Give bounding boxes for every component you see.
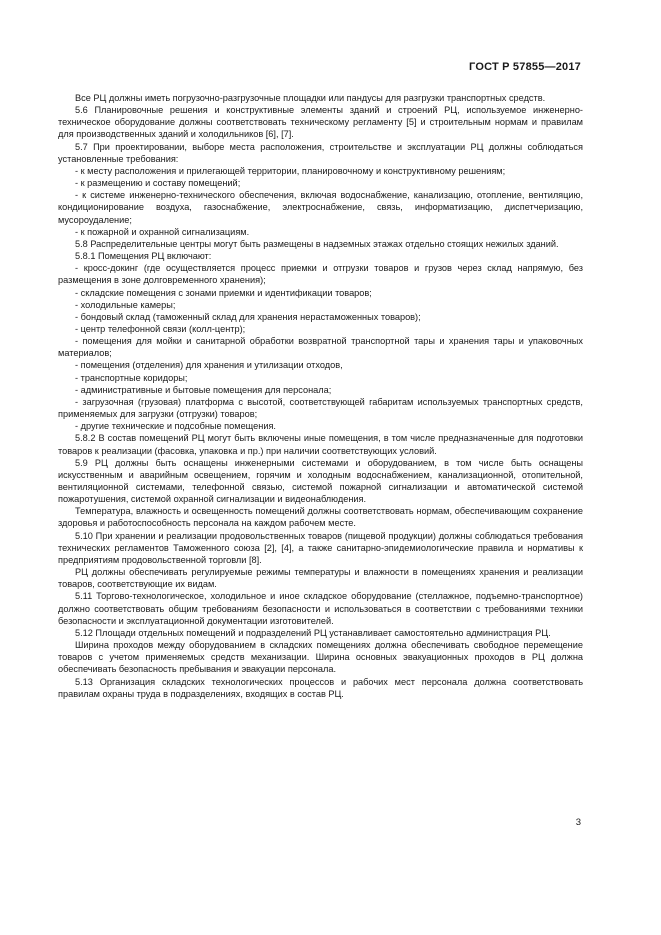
- paragraph: 5.8 Распределительные центры могут быть размещены в надземных этажах отдельно стоящих нежилых зданий.: [75, 238, 559, 249]
- paragraph: РЦ должны обеспечивать регулируемые режимы температуры и влажности в помещениях хранения и реализации товаров, соответствующие их видам.: [58, 567, 583, 590]
- list-item: - другие технические и подсобные помещения.: [75, 421, 276, 432]
- list-item: - холодильные камеры;: [75, 299, 176, 310]
- paragraph: 5.12 Площади отдельных помещений и подразделений РЦ устанавливает самостоятельно администрация РЦ.: [75, 627, 551, 638]
- list-item: - транспортные коридоры;: [75, 372, 188, 383]
- paragraph: 5.8.1 Помещения РЦ включают:: [75, 251, 212, 262]
- list-item: - бондовый склад (таможенный склад для хранения нерастаможенных товаров);: [75, 311, 421, 322]
- list-item: - центр телефонной связи (колл-центр);: [75, 323, 246, 334]
- list-item: - к размещению и составу помещений;: [75, 178, 241, 189]
- list-item: - складские помещения с зонами приемки и идентификации товаров;: [75, 287, 372, 298]
- list-item: - кросс-докинг (где осуществляется процесс приемки и отгрузки товаров и грузов через склад напрямую, без размещения в зоне долговременного хранения);: [58, 263, 583, 286]
- document-body: [58, 92, 583, 700]
- paragraph: 5.10 При хранении и реализации продовольственных товаров (пищевой продукции) должны соблюдаться требования технических регламентов Таможенного союза [2], [4], а также санитарно-эпидемиологические правила и нормативы к предприятиям продовольственной торговли [8].: [58, 530, 583, 565]
- paragraph: 5.11 Торгово-технологическое, холодильное и иное складское оборудование (стеллажное, подъемно-транспортное) должно соответствовать общим требованиям безопасности и использоваться в соответствии с требованиями техники безопасности и эксплуатационной документации изготовителей.: [58, 591, 583, 626]
- list-item: - к пожарной и охранной сигнализациям.: [75, 226, 250, 237]
- list-item: - административные и бытовые помещения для персонала;: [75, 384, 332, 395]
- paragraph: Ширина проходов между оборудованием в складских помещениях должна обеспечивать свободное перемещение товаров с учетом применяемых средств механизации. Ширина основных эвакуационных проходов в РЦ должна обеспечивать безопасность пребывания и эвакуации персонала.: [58, 640, 583, 675]
- list-item: - помещения (отделения) для хранения и утилизации отходов,: [75, 360, 343, 371]
- list-item: - помещения для мойки и санитарной обработки возвратной транспортной тары и хранения тары и упаковочных материалов;: [58, 336, 583, 359]
- list-item: - к системе инженерно-технического обеспечения, включая водоснабжение, канализацию, отопление, вентиляцию, кондиционирование воздуха, газоснабжение, электроснабжение, связь, информатизацию, диспетчеризацию, мусороудаление;: [58, 190, 583, 225]
- paragraph: 5.9 РЦ должны быть оснащены инженерными системами и оборудованием, в том числе быть оснащены искусственным и аварийным освещением, горячим и холодным водоснабжением, канализационной, отопительной, вентиляционной системами, телефонной связью, системой пожарной сигнализации и автоматической системой пожаротушения, системой охранной сигнализации и видеонаблюдения.: [58, 457, 583, 505]
- page-number: 3: [575, 817, 581, 828]
- paragraph: Температура, влажность и освещенность помещений должны соответствовать нормам, обеспечивающим сохранение здоровья и работоспособность персонала на каждом рабочем месте.: [58, 506, 583, 529]
- list-item: - загрузочная (грузовая) платформа с высотой, соответствующей габаритам используемых транспортных средств, применяемых для загрузки (отгрузки) товаров;: [58, 396, 583, 420]
- paragraph: 5.6 Планировочные решения и конструктивные элементы зданий и строений РЦ, используемое инженерно-техническое оборудование должны соответствовать техническому регламенту [5] и строительным нормам и правилам для производственных зданий и холодильников [6], [7].: [58, 105, 583, 140]
- paragraph: 5.8.2 В состав помещений РЦ могут быть включены иные помещения, в том числе предназначенные для подготовки товаров к реализации (фасовка, упаковка и пр.) при наличии соответствующих условий.: [58, 433, 583, 456]
- paragraph: Все РЦ должны иметь погрузочно-разгрузочные площадки или пандусы для разгрузки транспортных средств.: [75, 93, 546, 103]
- document-standard-id: ГОСТ Р 57855—2017: [469, 61, 581, 73]
- paragraph: 5.7 При проектировании, выборе места расположения, строительстве и эксплуатации РЦ должны соблюдаться установленные требования:: [58, 141, 583, 164]
- list-item: - к месту расположения и прилегающей территории, планировочному и конструктивному решениям;: [75, 165, 506, 176]
- paragraph: 5.13 Организация складских технологических процессов и рабочих мест персонала должна соответствовать правилам охраны труда в подразделениях, входящих в состав РЦ.: [58, 676, 583, 699]
